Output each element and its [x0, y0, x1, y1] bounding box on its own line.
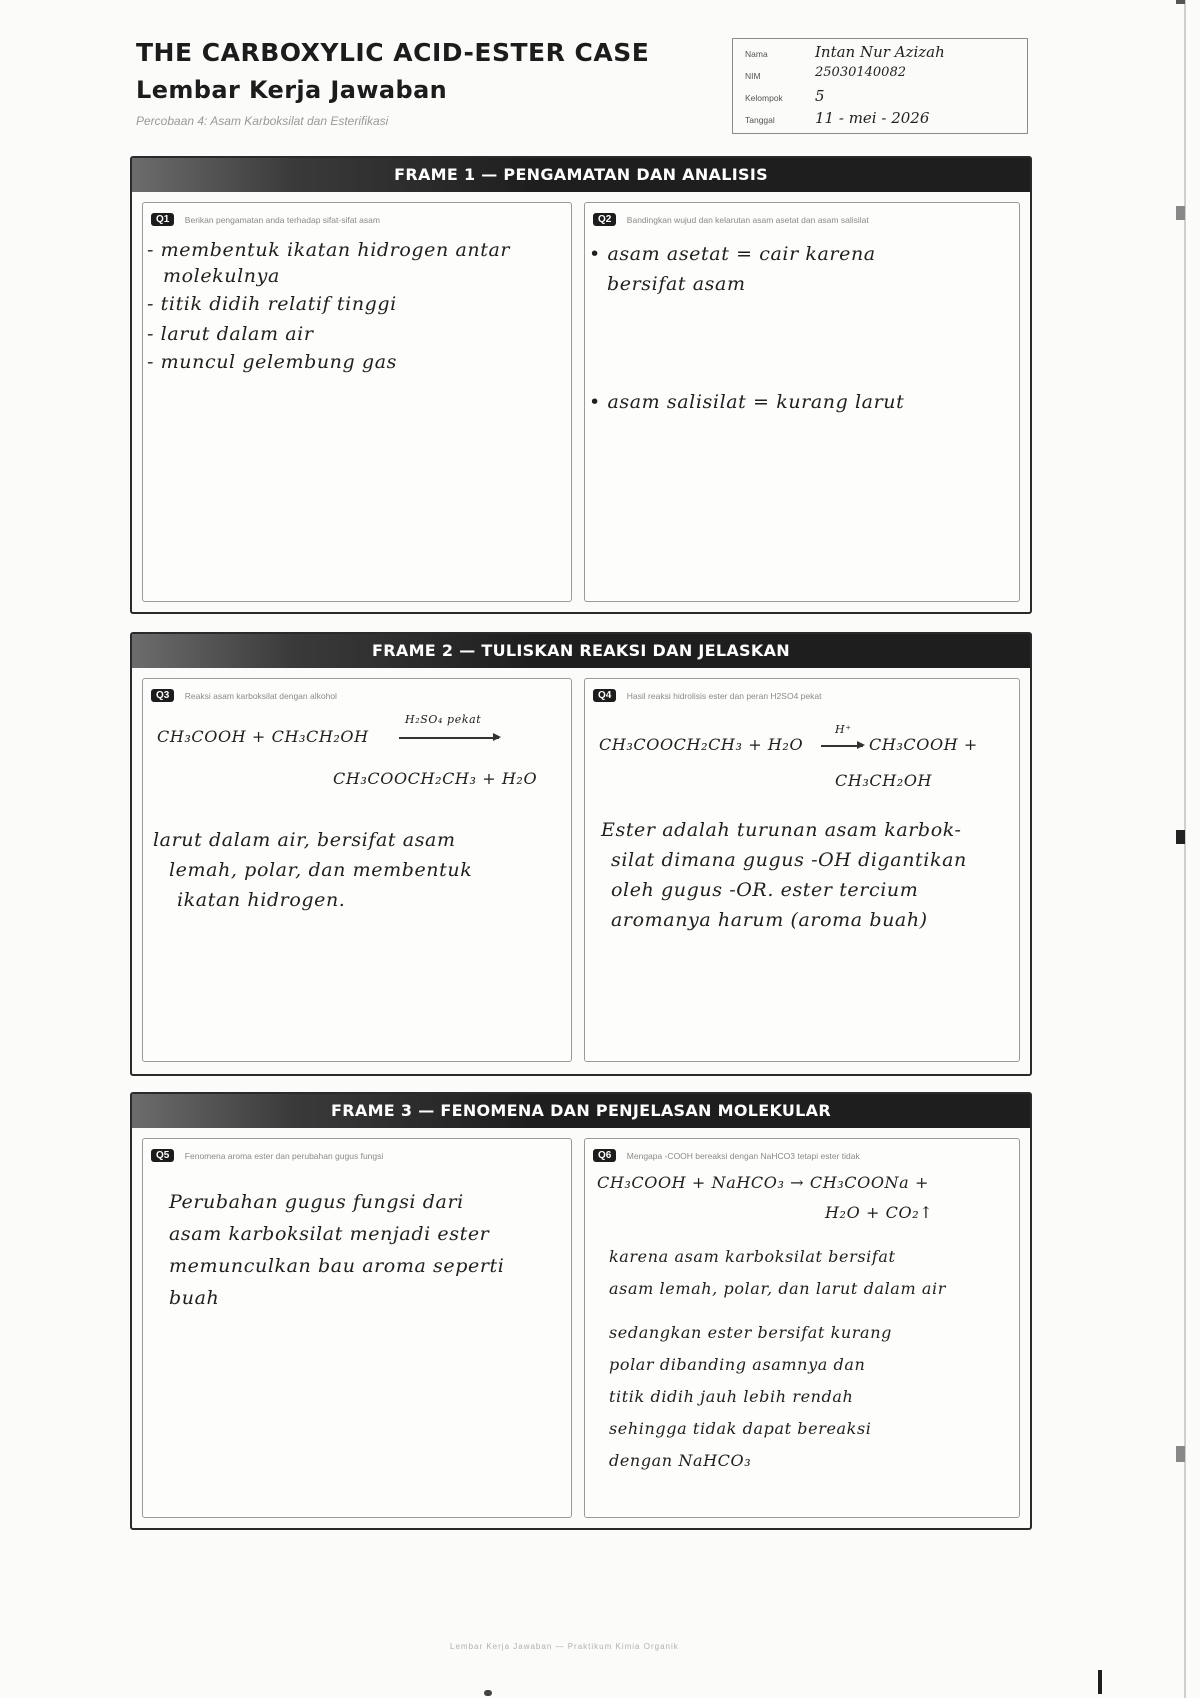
- question-text: Fenomena aroma ester dan perubahan gugus fungsi: [184, 1150, 384, 1161]
- question-header: [151, 687, 337, 703]
- handwritten-line: • asam asetat = cair karena: [589, 243, 876, 265]
- handwritten-line: polar dibanding asamnya dan: [609, 1355, 866, 1374]
- scan-mark: [1176, 206, 1185, 220]
- catalyst-label: H⁺: [835, 723, 852, 736]
- reaction-product: CH₃CH₂OH: [835, 771, 933, 790]
- handwritten-line: titik didih jauh lebih rendah: [609, 1387, 854, 1406]
- handwritten-line: Perubahan gugus fungsi dari: [169, 1191, 464, 1213]
- handwritten-line: buah: [169, 1287, 220, 1309]
- info-value: 25030140082: [815, 65, 906, 80]
- info-value: Intan Nur Azizah: [815, 43, 945, 61]
- info-row-date: [741, 109, 1019, 131]
- handwritten-line: lemah, polar, dan membentuk: [169, 859, 473, 881]
- question-badge: Q2: [593, 213, 616, 226]
- document-title: THE CARBOXYLIC ACID-ESTER CASE: [136, 38, 650, 67]
- question-header: [593, 211, 869, 227]
- handwritten-line: sehingga tidak dapat bereaksi: [609, 1419, 872, 1438]
- reaction-equation: CH₃COOH + CH₃CH₂OH: [157, 727, 369, 746]
- reaction-equation: CH₃COOCH₂CH₃ + H₂O: [599, 735, 804, 754]
- question-text: Bandingkan wujud dan kelarutan asam asetat dan asam salisilat: [626, 214, 869, 225]
- frame-1: [130, 156, 1032, 614]
- frame-title: FRAME 2 — TULISKAN REAKSI DAN JELASKAN: [132, 634, 1030, 668]
- info-label: Tanggal: [745, 115, 775, 125]
- info-label: NIM: [745, 71, 761, 81]
- answer-panel-q5: [142, 1138, 572, 1518]
- answer-panel-q2: [584, 202, 1020, 602]
- info-row-group: [741, 87, 1019, 109]
- answer-panel-q4: [584, 678, 1020, 1062]
- question-badge: Q4: [593, 689, 616, 702]
- question-header: [593, 1147, 860, 1163]
- document-subtitle: Lembar Kerja Jawaban: [136, 76, 448, 104]
- reaction-arrow: [821, 745, 863, 747]
- question-badge: Q1: [151, 213, 174, 226]
- handwritten-line: larut dalam air, bersifat asam: [153, 829, 456, 851]
- question-header: [593, 687, 821, 703]
- info-value: 5: [815, 87, 825, 105]
- reaction-arrow: [399, 737, 499, 739]
- question-text: Mengapa -COOH bereaksi dengan NaHCO3 tetapi ester tidak: [626, 1150, 860, 1161]
- handwritten-line: - titik didih relatif tinggi: [147, 293, 397, 315]
- scan-corner-mark: [1098, 1670, 1102, 1694]
- handwritten-line: ikatan hidrogen.: [177, 889, 346, 911]
- handwritten-line: - muncul gelembung gas: [147, 351, 397, 373]
- catalyst-label: H₂SO₄ pekat: [405, 713, 482, 726]
- frame-2: [130, 632, 1032, 1076]
- question-badge: Q6: [593, 1149, 616, 1162]
- answer-panel-q3: [142, 678, 572, 1062]
- handwritten-line: Ester adalah turunan asam karbok-: [601, 819, 962, 841]
- reaction-product: H₂O + CO₂↑: [825, 1203, 934, 1222]
- question-text: Hasil reaksi hidrolisis ester dan peran H2SO4 pekat: [626, 690, 822, 701]
- frame-3: [130, 1092, 1032, 1530]
- scan-mark: [1176, 0, 1185, 4]
- reaction-product: CH₃COOCH₂CH₃ + H₂O: [333, 769, 538, 788]
- handwritten-line: silat dimana gugus -OH digantikan: [611, 849, 967, 871]
- reaction-equation: CH₃COOH + NaHCO₃ → CH₃COONa +: [597, 1173, 929, 1192]
- answer-panel-q1: [142, 202, 572, 602]
- question-badge: Q5: [151, 1149, 174, 1162]
- question-header: [151, 1147, 383, 1163]
- scan-mark: [1176, 1446, 1185, 1462]
- handwritten-line: dengan NaHCO₃: [609, 1451, 752, 1470]
- student-info-box: [732, 38, 1028, 134]
- handwritten-line: oleh gugus -OR. ester tercium: [611, 879, 919, 901]
- info-row-nim: [741, 65, 1019, 87]
- frame-title: FRAME 3 — FENOMENA DAN PENJELASAN MOLEKULAR: [132, 1094, 1030, 1128]
- frame-title: FRAME 1 — PENGAMATAN DAN ANALISIS: [132, 158, 1030, 192]
- question-header: [151, 211, 380, 227]
- handwritten-line: - larut dalam air: [147, 323, 314, 345]
- handwritten-line: asam lemah, polar, dan larut dalam air: [609, 1279, 947, 1298]
- info-value: 11 - mei - 2026: [815, 109, 930, 127]
- scan-edge: [1184, 0, 1186, 1698]
- handwritten-line: • asam salisilat = kurang larut: [589, 391, 905, 413]
- question-text: Berikan pengamatan anda terhadap sifat-sifat asam: [184, 214, 380, 225]
- question-badge: Q3: [151, 689, 174, 702]
- scan-mark: [1176, 830, 1185, 844]
- handwritten-line: memunculkan bau aroma seperti: [169, 1255, 505, 1277]
- answer-panel-q6: [584, 1138, 1020, 1518]
- handwritten-line: bersifat asam: [607, 273, 746, 295]
- handwritten-line: asam karboksilat menjadi ester: [169, 1223, 490, 1245]
- info-label: Kelompok: [745, 93, 783, 103]
- info-label: Nama: [745, 49, 768, 59]
- question-text: Reaksi asam karboksilat dengan alkohol: [184, 690, 337, 701]
- handwritten-line: aromanya harum (aroma buah): [611, 909, 928, 931]
- handwritten-line: sedangkan ester bersifat kurang: [609, 1323, 892, 1342]
- handwritten-line: karena asam karboksilat bersifat: [609, 1247, 896, 1266]
- scan-dot-mark: [484, 1690, 492, 1696]
- handwritten-line: molekulnya: [163, 265, 280, 287]
- page-footer: Lembar Kerja Jawaban — Praktikum Kimia Organik: [450, 1642, 679, 1651]
- info-row-name: [741, 43, 1019, 65]
- handwritten-line: - membentuk ikatan hidrogen antar: [147, 239, 511, 261]
- document-caption: Percobaan 4: Asam Karboksilat dan Esterifikasi: [136, 114, 389, 128]
- reaction-product: CH₃COOH +: [869, 735, 978, 754]
